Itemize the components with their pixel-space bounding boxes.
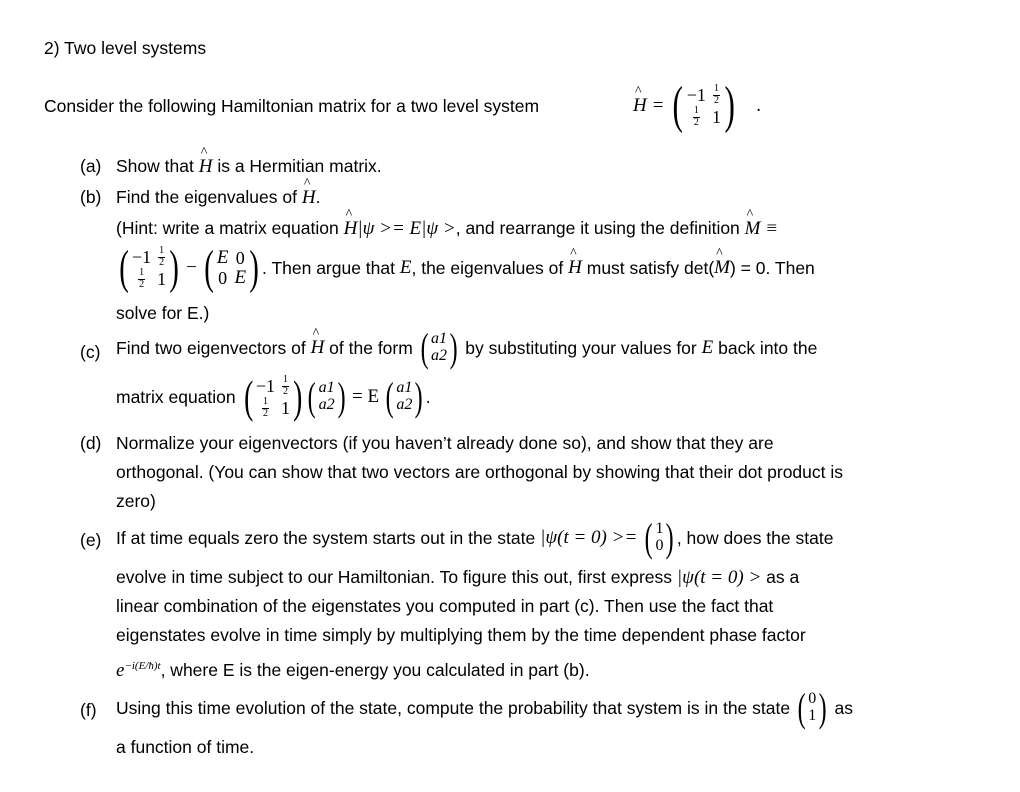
intro-period: . [756,95,762,116]
target-state-vector: ( 0 1 ) [797,685,827,730]
part-b-text: Find the eigenvalues of ^ H. [116,187,320,209]
part-a-text: Show that ^ H is a Hermitian matrix. [116,156,382,178]
energy-matrix: ( E 0 0 E ) [204,241,259,294]
intro-hamiltonian [633,77,762,134]
part-d-line1: Normalize your eigenvectors (if you haven’t already done so), and show that they are [116,433,774,453]
hamiltonian-matrix: ( −1 1 2 1 2 1 ) [672,77,735,134]
matrix-cell: −1 [686,84,706,105]
part-d-line3: zero) [116,491,156,511]
eigenvector: ( a1 a2 ) [308,374,346,419]
part-a-label: (a) [80,156,102,176]
part-c-label: (c) [80,342,101,362]
part-c-line1: Find two eigenvectors of ^ H of the form ( a1 a2 ) by substituting your values for E back into the [116,328,817,368]
part-b-hint-line3: solve for E.) [116,303,210,323]
part-e-line1: If at time equals zero the system starts out in the state |ψ(t = 0) >= ( 1 0 ) , how does the state [116,515,834,560]
section-heading: 2) Two level systems [44,38,207,58]
part-e-line2: evolve in time subject to our Hamiltonian. To figure this out, first express |ψ(t = 0) > as a [116,567,800,588]
hamiltonian-matrix: ( −1 1 2 1 2 1 ) [243,371,303,422]
part-e-line5: $e^{-i(E/ħ)t}$, where E is the eigen-energy you calculated in part (b). [116,660,590,681]
hamiltonian-matrix: ( −1 1 2 1 2 1 ) [119,241,179,294]
matrix-cell-fraction: 1 2 [713,83,719,106]
h-hat-symbol: ^ H [633,95,647,117]
part-e-line3: linear combination of the eigenstates you computed in part (c). Then use the fact that [116,596,774,616]
initial-state-vector: ( 1 0 ) [644,515,675,560]
part-e-line4: eigenstates evolve in time simply by multiplying them by the time dependent phase factor [116,625,806,645]
part-f-label: (f) [80,700,97,720]
matrix-cell: 1 [711,106,721,127]
part-f-line1: Using this time evolution of the state, compute the probability that system is in the state ( 0 1 ) as [116,685,853,730]
h-hat-symbol: ^ H [199,156,213,178]
equals-sign: = [652,95,664,116]
part-f-line2: a function of time. [116,737,255,757]
part-b-hint-line1: (Hint: write a matrix equation ^ H|ψ >= E|ψ >, and rearrange it using the definition ^ M ≡ [116,218,778,240]
matrix-cell-fraction: 1 2 [693,105,699,128]
intro-text: Consider the following Hamiltonian matrix for a two level system [44,96,540,116]
eigenvector: ( a1 a2 ) [385,374,424,419]
h-hat-symbol: ^ H [302,187,316,209]
part-c-line2: matrix equation ( −1 1 2 1 2 1 ) ( a1 a2 ) = E ( a1 a2 ) . [116,371,431,422]
part-b-label: (b) [80,187,102,207]
part-d-label: (d) [80,433,102,453]
part-e-label: (e) [80,530,102,550]
part-b-hint-line2: ( −1 1 2 1 2 1 ) − ( E 0 0 E ) . Then argue that E , the eigenvalues of ^ H must satisfy det( ^ M ) = 0. Then [116,244,815,292]
part-d-line2: orthogonal. (You can show that two vectors are orthogonal by showing that their dot product is [116,462,844,482]
eigenvector-form: ( a1 a2 ) [420,325,458,370]
